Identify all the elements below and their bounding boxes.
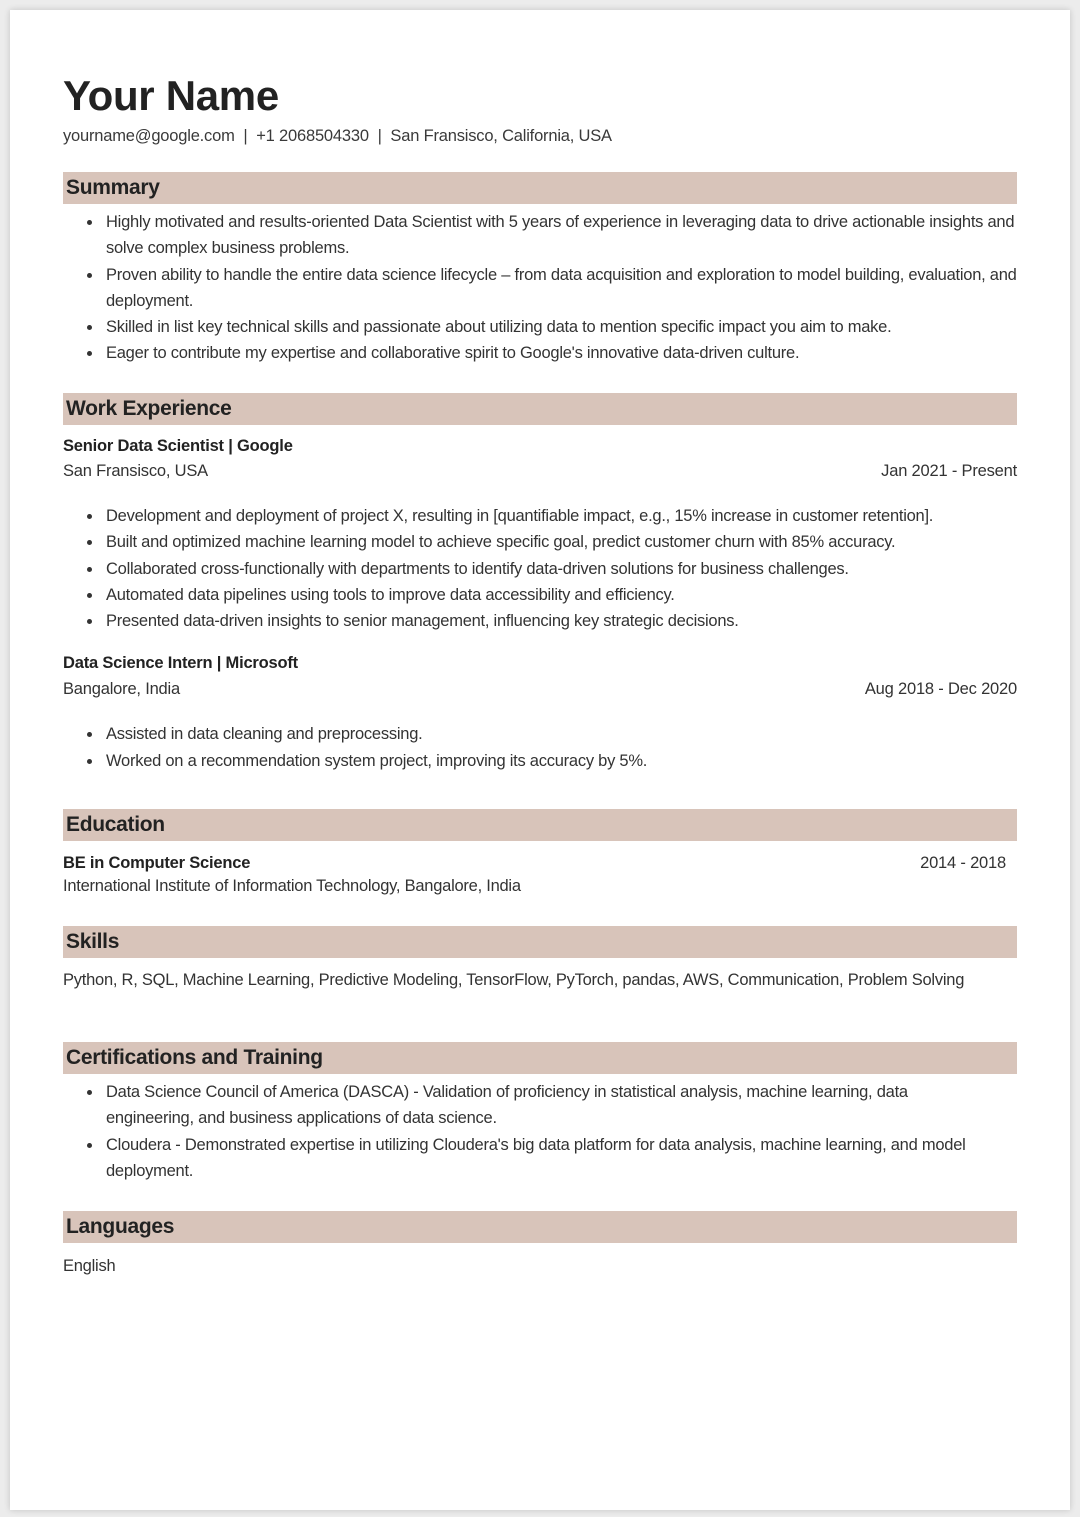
list-item: Data Science Council of America (DASCA) - Validation of proficiency in statistical analysis, machine learning, data engineering, and business applications of data science. [106,1079,997,1132]
summary-section [63,172,1017,367]
job-meta [63,462,1017,481]
contact-line: yourname@google.com | +1 2068504330 | San Fransisco, California, USA [63,127,612,145]
degree: BE in Computer Science [63,854,251,872]
section-header-experience: Work Experience [63,393,1017,425]
job-dates: Jan 2021 - Present [881,462,1017,480]
job-title: Data Science Intern | Microsoft [63,654,298,673]
skills-section [63,926,1017,993]
list-item: Worked on a recommendation system project, improving its accuracy by 5%. [106,748,1017,774]
section-header-skills: Skills [63,926,1017,958]
candidate-name: Your Name [63,72,279,119]
skills-text: Python, R, SQL, Machine Learning, Predictive Modeling, TensorFlow, PyTorch, pandas, AWS, Communication, Problem Solving [63,971,965,989]
section-header-languages: Languages [63,1211,1017,1243]
job-entry [63,654,1017,774]
job-bullets [63,721,1017,774]
list-item: Automated data pipelines using tools to improve data accessibility and efficiency. [106,582,1017,608]
list-item: Presented data-driven insights to senior management, influencing key strategic decisions. [106,608,1017,634]
job-location: Bangalore, India [63,680,180,699]
education-section [63,809,1017,899]
school: International Institute of Information Technology, Bangalore, India [63,877,521,895]
list-item: Collaborated cross-functionally with departments to identify data-driven solutions for business challenges. [106,556,1017,582]
section-header-certifications: Certifications and Training [63,1042,1017,1074]
list-item: Eager to contribute my expertise and collaborative spirit to Google's innovative data-driven culture. [106,340,1017,366]
education-dates: 2014 - 2018 [920,854,1006,872]
section-header-education: Education [63,809,1017,841]
languages-text: English [63,1257,116,1275]
education-row [63,854,1017,873]
list-item: Built and optimized machine learning model to achieve specific goal, predict customer churn with 85% accuracy. [106,529,1017,555]
list-item: Highly motivated and results-oriented Data Scientist with 5 years of experience in leveraging data to drive actionable insights and solve complex business problems. [106,209,1017,262]
list-item: Skilled in list key technical skills and passionate about utilizing data to mention specific impact you aim to make. [106,314,1017,340]
list-item: Proven ability to handle the entire data science lifecycle – from data acquisition and exploration to model building, evaluation, and deployment. [106,262,1017,315]
job-bullets [63,503,1017,634]
certifications-list [63,1079,1017,1184]
list-item: Cloudera - Demonstrated expertise in utilizing Cloudera's big data platform for data analysis, machine learning, and model deployment. [106,1132,997,1185]
job-dates: Aug 2018 - Dec 2020 [864,680,1017,699]
certifications-section [63,1042,1017,1184]
job-location: San Fransisco, USA [63,462,208,480]
languages-section [63,1211,1017,1279]
section-header-summary: Summary [63,172,1017,204]
job-title: Senior Data Scientist | Google [63,437,293,455]
list-item: Assisted in data cleaning and preprocessing. [106,721,1017,747]
job-entry [63,437,1017,634]
experience-section [63,393,1017,774]
job-meta [63,680,1017,699]
list-item: Development and deployment of project X, resulting in [quantifiable impact, e.g., 15% increase in customer retention]. [106,503,1017,529]
resume-page [10,10,1070,1510]
summary-list [63,209,1017,367]
